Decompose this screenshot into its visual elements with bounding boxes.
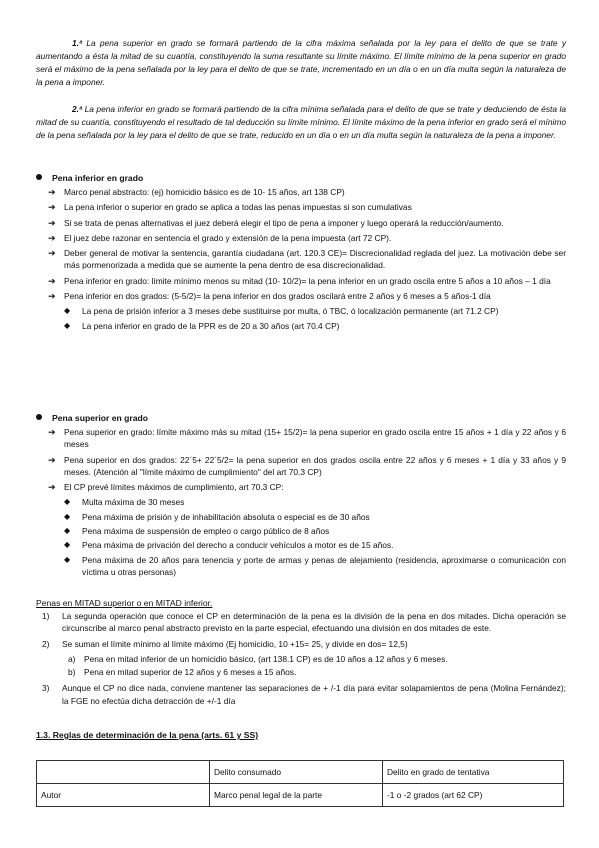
sub-list-item: ◆ Pena máxima de suspensión de empleo o cargo público de 8 años bbox=[64, 526, 330, 537]
diamond-icon: ◆ bbox=[64, 497, 71, 507]
list-item: ➔ Si se trata de penas alternativas el juez deberá elegir el tipo de pena a imponer y luego operará la reducción/aumento. bbox=[48, 217, 504, 228]
diamond-icon: ◆ bbox=[64, 554, 71, 564]
list-mitad bbox=[42, 610, 566, 710]
paragraph-superior-rule bbox=[36, 37, 566, 89]
table-row bbox=[37, 784, 564, 807]
arrow-icon: ➔ bbox=[48, 202, 56, 213]
list-item: ➔ El juez debe razonar en sentencia el grado y extensión de la pena impuesta (art 72 CP). bbox=[48, 232, 392, 243]
list-superior bbox=[48, 426, 566, 580]
list-item: ➔ Pena superior en grado: límite máximo más su mitad (15+ 15/2)= la pena superior en grado oscila entre 15 años + 1 día y 22 años y 6 meses bbox=[48, 427, 566, 450]
numbered-item: 2) Se suman el límite mínimo al límite máximo (Ej homicidio, 10 +15= 25, y divide en dos= 12,5) bbox=[42, 638, 408, 649]
table-header-row bbox=[37, 761, 564, 784]
list-item: ➔ Pena inferior en grado: límite mínimo menos su mitad (10- 10/2)= la pena inferior en un grado oscila entre 5 años a 10 años – 1 día bbox=[48, 275, 551, 286]
arrow-icon: ➔ bbox=[48, 454, 56, 465]
paragraph-text: La pena inferior en grado se formará partiendo de la cifra mínima señalada para el delito de que se trate y deduciendo de ésta la mitad de su cuantía, constituyendo el resultado de tal deducción su límite mínimo. El límite máximo de la pena inferior en grado será el mínimo de la pena señalada por la ley para el delito de que se trate, reducido en un día o en un día multa según la naturaleza de la pena a imponer. bbox=[36, 104, 567, 140]
list-inferior bbox=[48, 186, 566, 334]
diamond-icon: ◆ bbox=[64, 511, 71, 521]
arrow-icon: ➔ bbox=[48, 275, 56, 286]
arrow-icon: ➔ bbox=[48, 248, 56, 259]
bullet-icon bbox=[36, 414, 42, 420]
list-item: ➔ Deber general de motivar la sentencia, garantía ciudadana (art. 120.3 CE)= Discrecionalidad reglada del juez. La motivación debe ser más pormenorizada a medida que se aumente la pena dentro de esa discrecionalidad. bbox=[48, 248, 566, 271]
arrow-icon: ➔ bbox=[48, 217, 56, 228]
numbered-item: 3) Aunque el CP no dice nada, conviene mantener las separaciones de + /-1 día para evitar solapamientos de pena (Molina Fernández); la FGE no efectúa dicha detracción de +/-1 día bbox=[42, 683, 566, 706]
table-cell: Marco penal legal de la parte bbox=[210, 784, 383, 807]
list-item: ➔ Pena superior en dos grados: 22´5+ 22´5/2= la pena superior en dos grados oscila entre 22 años y 6 meses + 1 día y 33 años y 9 meses. (Atención al "límite máximo de cumplimiento" del art 70.3 CP) bbox=[48, 454, 566, 477]
determination-table bbox=[36, 760, 564, 807]
table-cell: Delito en grado de tentativa bbox=[383, 761, 564, 784]
diamond-icon: ◆ bbox=[64, 306, 71, 316]
diamond-icon: ◆ bbox=[64, 526, 71, 536]
sub-list-item: ◆ Pena máxima de privación del derecho a conducir vehículos a motor es de 15 años. bbox=[64, 540, 394, 551]
heading-mitad: Penas en MITAD superior o en MITAD inferior. bbox=[36, 598, 213, 608]
lettered-item: a) Pena en mitad inferior de un homicidio básico, (art 138.1 CP) es de 10 años a 12 años y 6 meses. bbox=[68, 653, 448, 664]
paragraph-number: 1.ª bbox=[72, 38, 83, 48]
list-item: ➔ La pena inferior o superior en grado se aplica a todas las penas impuestas si son cumulativas bbox=[48, 202, 412, 213]
sub-list-item: ◆ Pena máxima de 20 años para tenencia y porte de armas y penas de alejamiento (residencia, aproximarse o comunicación con víctima u otras personas) bbox=[64, 554, 566, 577]
table-cell: Autor bbox=[37, 784, 210, 807]
list-item: ➔ Pena inferior en dos grados: (5-5/2)= la pena inferior en dos grados oscilará entre 2 años y 6 meses a 5 años-1 día bbox=[48, 291, 491, 302]
table-cell: -1 o -2 grados (art 62 CP) bbox=[383, 784, 564, 807]
paragraph-text: La pena superior en grado se formará partiendo de la cifra máxima señalada por la ley para el delito de que se trate y aumentando a ésta la mitad de su cuantía, constituyendo la suma resultante su límite máximo. El límite mínimo de la pena superior en grado será el máximo de la pena señalada por la ley para el delito de que se trate, incrementado en un día o en un día multa según la naturaleza de la pena a imponer. bbox=[36, 38, 567, 87]
list-item: ➔ El CP prevé límites máximos de cumplimiento, art 70.3 CP: bbox=[48, 482, 284, 493]
sub-list-item: ◆ Pena máxima de prisión y de inhabilitación absoluta o especial es de 30 años bbox=[64, 511, 370, 522]
paragraph-number: 2.ª bbox=[72, 104, 83, 114]
sub-list-item: ◆ La pena inferior en grado de la PPR es de 20 a 30 años (art 70.4 CP) bbox=[64, 320, 340, 331]
list-item: ➔ Marco penal abstracto: (ej) homicidio básico es de 10- 15 años, art 138 CP) bbox=[48, 187, 345, 197]
lettered-item: b) Pena en mitad superior de 12 años y 6 meses a 15 años. bbox=[68, 667, 297, 678]
table-cell bbox=[37, 761, 210, 784]
table-cell: Delito consumado bbox=[210, 761, 383, 784]
section-heading-superior: Pena superior en grado bbox=[36, 413, 148, 423]
section-heading-1-3: 1.3. Reglas de determinación de la pena (arts. 61 y SS) bbox=[36, 730, 259, 740]
section-heading-inferior: Pena inferior en grado bbox=[36, 173, 143, 183]
arrow-icon: ➔ bbox=[48, 232, 56, 243]
sub-list-item: ◆ Multa máxima de 30 meses bbox=[64, 497, 185, 508]
arrow-icon: ➔ bbox=[48, 187, 56, 197]
paragraph-inferior-rule bbox=[36, 103, 566, 142]
diamond-icon: ◆ bbox=[64, 320, 71, 330]
arrow-icon: ➔ bbox=[48, 291, 56, 302]
bullet-icon bbox=[36, 174, 42, 180]
numbered-item: 1) La segunda operación que conoce el CP en determinación de la pena es la división de la pena en dos mitades. Dicha operación se circunscribe al marco penal abstracto previsto en la parte especial, efectuando una división en dos mitades de este. bbox=[42, 611, 566, 634]
arrow-icon: ➔ bbox=[48, 427, 56, 437]
sub-list-item: ◆ La pena de prisión inferior a 3 meses debe sustituirse por multa, ó TBC, ó localización permanente (art 71.2 CP) bbox=[64, 306, 499, 317]
arrow-icon: ➔ bbox=[48, 482, 56, 493]
diamond-icon: ◆ bbox=[64, 540, 71, 550]
